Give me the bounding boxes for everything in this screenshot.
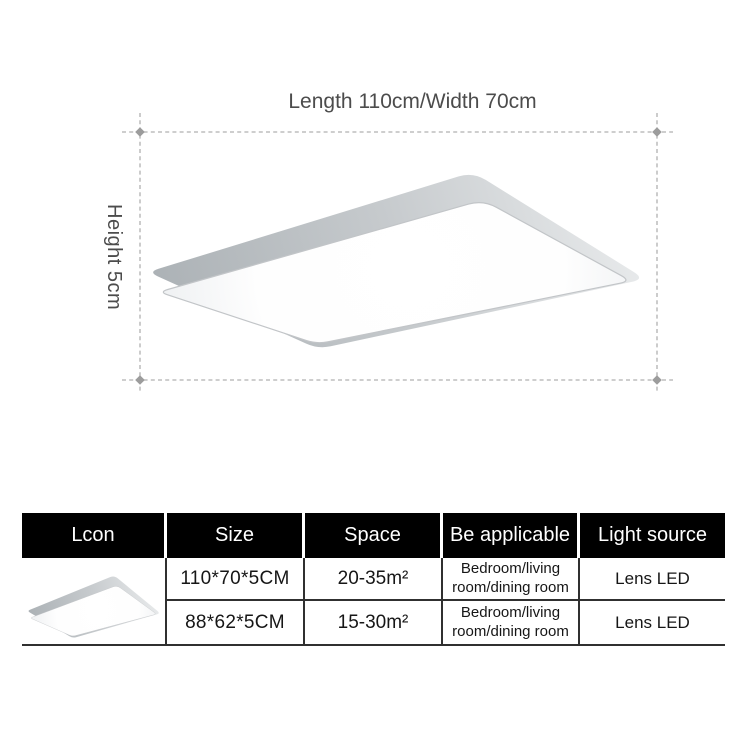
spec-table	[22, 513, 725, 646]
header-icon: Lcon	[22, 513, 167, 558]
spec-table-body	[22, 558, 725, 644]
header-size: Size	[167, 513, 305, 558]
dimension-marker-bottom-left	[135, 375, 145, 385]
lamp-thumbnail-cell	[22, 558, 167, 644]
height-label: Height 5cm	[103, 204, 125, 311]
length-width-label: Length 110cm/Width 70cm	[288, 90, 537, 113]
space-cell-row1: 20-35m²	[305, 558, 443, 601]
light-source-cell-row2: Lens LED	[615, 612, 690, 632]
space-cell-row2: 15-30m²	[305, 601, 443, 644]
applicable-cell-row1	[443, 558, 580, 601]
dimension-marker-bottom-right	[652, 375, 662, 385]
header-space: Space	[305, 513, 443, 558]
header-light-source: Light source	[580, 513, 725, 558]
size-cell-row2: 88*62*5CM	[167, 601, 305, 644]
applicable-text-row2: Bedroom/living room/dining room	[452, 603, 569, 640]
applicable-text-row1: Bedroom/living room/dining room	[452, 559, 569, 596]
size-cell-row1: 110*70*5CM	[167, 558, 305, 601]
ceiling-lamp-image	[153, 175, 639, 347]
ceiling-lamp-thumbnail-icon	[25, 573, 163, 641]
header-applicable: Be applicable	[443, 513, 580, 558]
light-source-cell-row1: Lens LED	[580, 558, 725, 601]
dimension-marker-top-left	[135, 127, 145, 137]
spec-table-header-row	[22, 513, 725, 558]
dimension-marker-top-right	[652, 127, 662, 137]
applicable-cell-row2	[443, 601, 580, 644]
